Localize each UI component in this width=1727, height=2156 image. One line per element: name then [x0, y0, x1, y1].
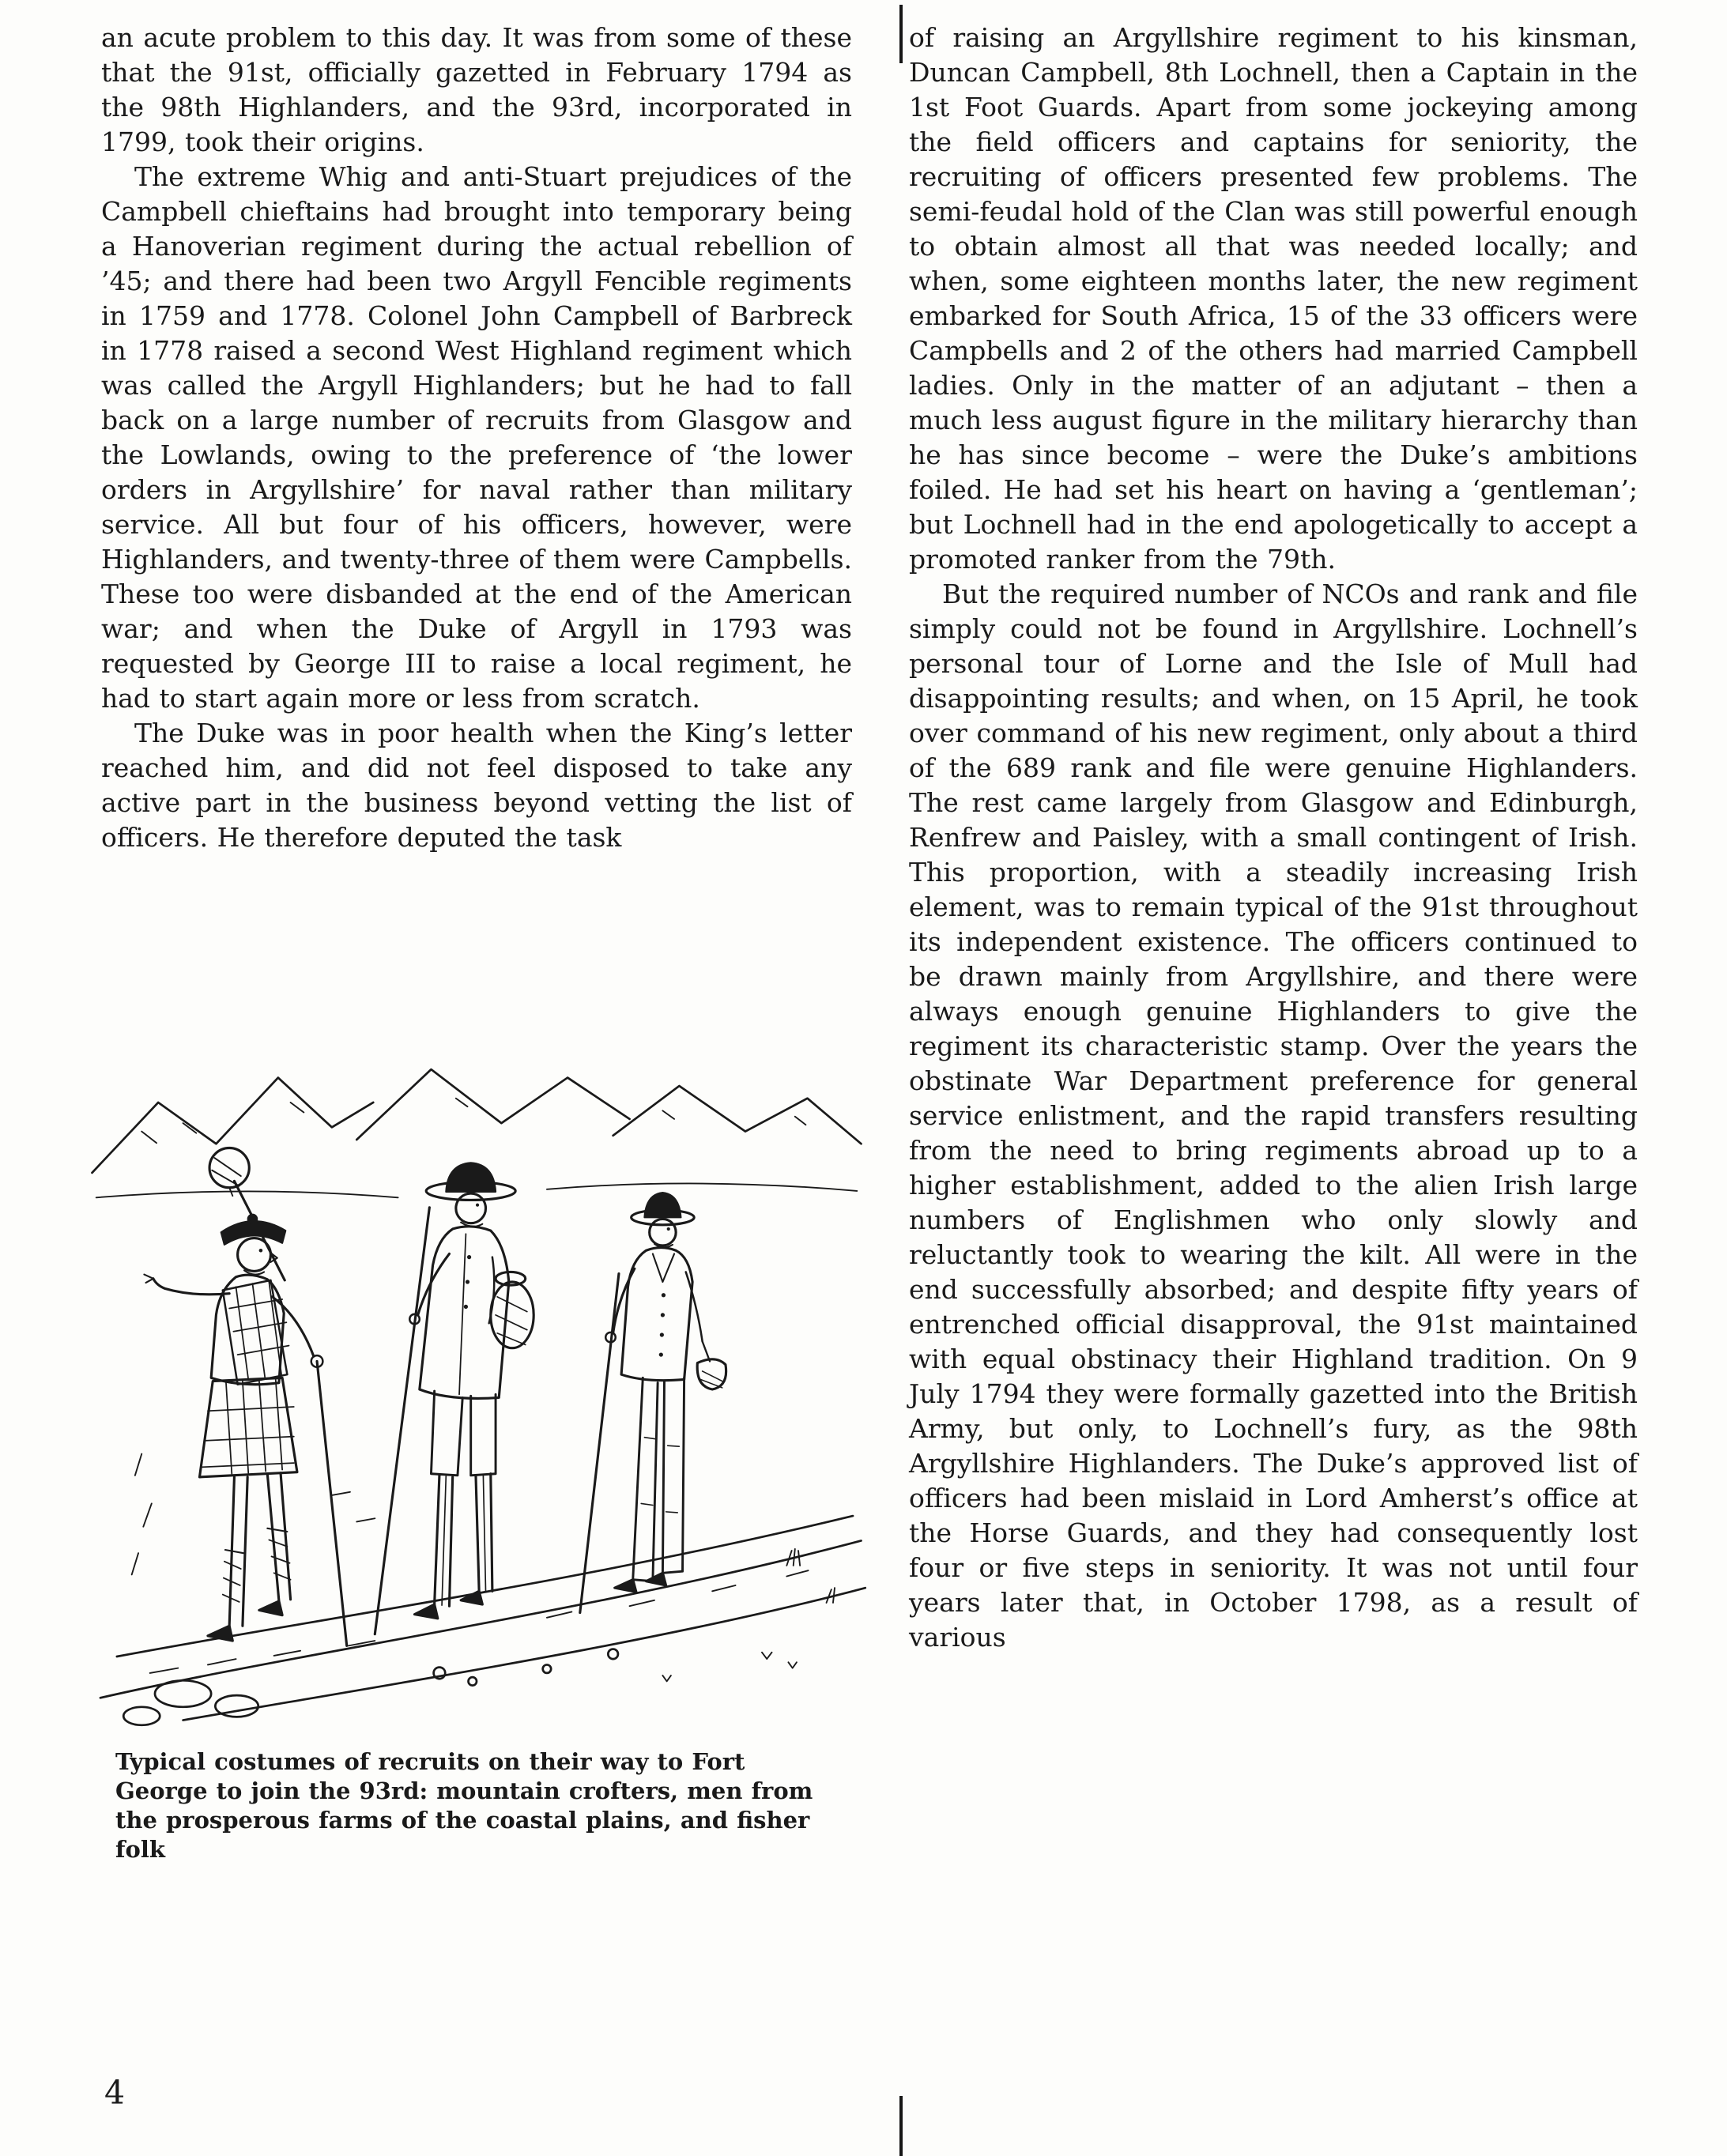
illustration-figure: [84, 925, 869, 1864]
paragraph-continuation: an acute problem to this day. It was from some of these that the 91st, officially gazetted in February 1794 as the 98th Highlanders, and the 93rd, incorporated in 1799, took their origins.: [101, 22, 852, 157]
paragraph: The Duke was in poor health when the King’s letter reached him, and did not feel disposed to take any active part in the business beyond vetting the list of officers. He therefore deputed the task: [101, 718, 852, 853]
paragraph: But the required number of NCOs and rank and file simply could not be found in Argyllshire. Lochnell’s personal tour of Lorne and the Isle of Mull had disappointing results; and when, on 15 April, he took over command of his new regiment, only about a third of the 689 rank and file were genuine Highlanders. The rest came largely from Glasgow and Edinburgh, Renfrew and Paisley, with a small contingent of Irish. This proportion, with a steadily increasing Irish element, was to remain typical of the 91st throughout its independent existence. The officers continued to be drawn mainly from Argyllshire, and there were always enough genuine Highlanders to give the regiment its characteristic stamp. Over the years the obstinate War Department preference for general service enlistment, and the rapid transfers resulting from the need to bring regiments abroad up to a higher establishment, added to the alien Irish large numbers of Englishmen who only slowly and reluctantly took to wearing the kilt. All were in the end successfully absorbed; and despite fifty years of entrenched official disapproval, the 91st maintained with equal obstinacy their Highland tradition. On 9 July 1794 they were formally gazetted into the British Army, but only, to Lochnell’s fury, as the 98th Argyllshire Highlanders. The Duke’s approved list of officers had been mislaid in Lord Amherst’s office at the Horse Guards, and they had consequently lost four or five steps in seniority. It was not until four years later that, in October 1798, as a result of various: [909, 579, 1638, 1653]
column-rule-bottom: [899, 2096, 903, 2156]
page-number: 4: [104, 2074, 126, 2112]
recruits-illustration: [84, 925, 869, 1735]
illustration-caption: Typical costumes of recruits on their way to Fort George to join the 93rd: mountain crofters, men from the prosperous farms of the coastal plains, and fisher folk: [115, 1748, 813, 1864]
figure-crofter: [375, 1163, 534, 1634]
paragraph: The extreme Whig and anti-Stuart prejudices of the Campbell chieftains had brought into temporary being a Hanoverian regiment during the actual rebellion of ’45; and there had been two Argyll Fencible regiments in 1759 and 1778. Colonel John Campbell of Barbreck in 1778 raised a second West Highland regiment which was called the Argyll Highlanders; but he had to fall back on a large number of recruits from Glasgow and the Lowlands, owing to the preference of ‘the lower orders in Argyllshire’ for naval rather than military service. All but four of his officers, however, were Highlanders, and twenty-three of them were Campbells. These too were disbanded at the end of the American war; and when the Duke of Argyll in 1793 was requested by George III to raise a local regiment, he had to start again more or less from scratch.: [101, 161, 852, 714]
right-column: [909, 21, 1638, 1655]
paragraph-continuation: of raising an Argyllshire regiment to his kinsman, Duncan Campbell, 8th Lochnell, then a Captain in the 1st Foot Guards. Apart from some jockeying among the field officers and captains for seniority, the recruiting of officers presented few problems. The semi-feudal hold of the Clan was still powerful enough to obtain almost all that was needed locally; and when, some eighteen months later, the new regiment embarked for South Africa, 15 of the 33 officers were Campbells and 2 of the others had married Campbell ladies. Only in the matter of an adjutant – then a much less august figure in the military hierarchy than he has since become – were the Duke’s ambitions foiled. He had set his heart on having a ‘gentleman’; but Lochnell had in the end apologetically to accept a promoted ranker from the 79th.: [909, 22, 1638, 575]
figure-highlander: [144, 1148, 346, 1646]
column-rule-top: [899, 5, 903, 63]
left-column: [101, 21, 852, 1864]
ground: [100, 1454, 865, 1725]
